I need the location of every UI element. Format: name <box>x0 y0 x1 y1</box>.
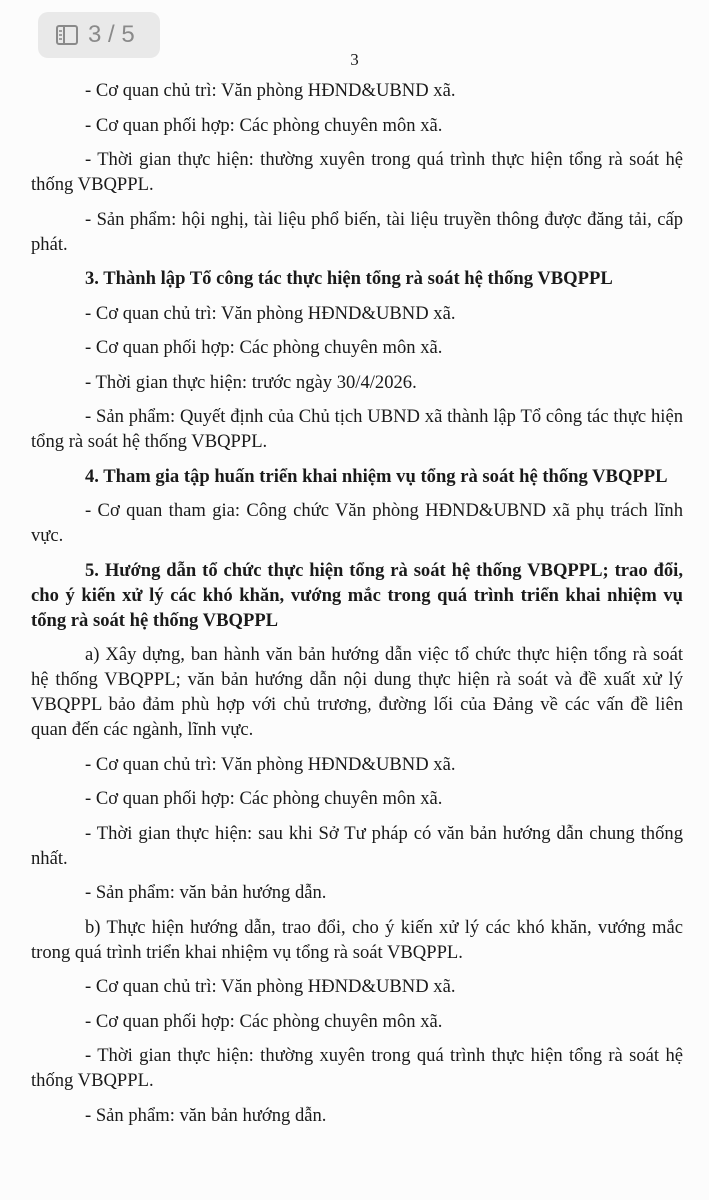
paragraph: - Sản phẩm: Quyết định của Chủ tịch UBND xã thành lập Tổ công tác thực hiện tổng rà soát hệ thống VBQPPL. <box>31 406 683 452</box>
paragraph: - Thời gian thực hiện: thường xuyên trong quá trình thực hiện tổng rà soát hệ thống VBQPPL. <box>31 149 683 195</box>
section-heading: 5. Hướng dẫn tổ chức thực hiện tổng rà soát hệ thống VBQPPL; trao đổi, cho ý kiến xử lý các khó khăn, vướng mắc trong quá trình triển khai nhiệm vụ tổng rà soát hệ thống VBQPPL <box>31 559 683 631</box>
paragraph: - Thời gian thực hiện: thường xuyên trong quá trình thực hiện tổng rà soát hệ thống VBQPPL. <box>31 1045 683 1091</box>
page-list-icon <box>56 25 78 45</box>
paragraph: - Cơ quan chủ trì: Văn phòng HĐND&UBND xã. <box>85 80 456 101</box>
section-heading: 4. Tham gia tập huấn triển khai nhiệm vụ tổng rà soát hệ thống VBQPPL <box>85 465 668 487</box>
paragraph: - Cơ quan phối hợp: Các phòng chuyên môn xã. <box>85 337 443 358</box>
paragraph: - Thời gian thực hiện: trước ngày 30/4/2026. <box>85 371 417 393</box>
page-number: 3 <box>350 50 359 69</box>
paragraph: - Cơ quan chủ trì: Văn phòng HĐND&UBND xã. <box>85 753 456 775</box>
paragraph: - Cơ quan phối hợp: Các phòng chuyên môn xã. <box>85 788 443 809</box>
paragraph: - Sản phẩm: hội nghị, tài liệu phổ biến, tài liệu truyền thông được đăng tải, cấp phát. <box>31 208 683 255</box>
paragraph: - Thời gian thực hiện: sau khi Sở Tư pháp có văn bản hướng dẫn chung thống nhất. <box>31 822 683 869</box>
paragraph: - Sản phẩm: văn bản hướng dẫn. <box>85 882 327 903</box>
paragraph: - Cơ quan phối hợp: Các phòng chuyên môn xã. <box>85 1010 443 1032</box>
document-body <box>31 78 683 1137</box>
page-indicator-text: 3 / 5 <box>88 21 135 48</box>
paragraph: - Sản phẩm: văn bản hướng dẫn. <box>85 1104 327 1126</box>
paragraph: - Cơ quan chủ trì: Văn phòng HĐND&UBND xã. <box>85 302 456 324</box>
section-heading: 3. Thành lập Tổ công tác thực hiện tổng rà soát hệ thống VBQPPL <box>85 268 613 289</box>
paragraph: - Cơ quan chủ trì: Văn phòng HĐND&UBND xã. <box>85 976 456 997</box>
paragraph: b) Thực hiện hướng dẫn, trao đổi, cho ý kiến xử lý các khó khăn, vướng mắc trong quá trình triển khai nhiệm vụ tổng rà soát VBQPPL. <box>31 916 683 963</box>
paragraph: a) Xây dựng, ban hành văn bản hướng dẫn việc tổ chức thực hiện tổng rà soát hệ thống VBQPPL; văn bản hướng dẫn nội dung thực hiện rà soát và đề xuất xử lý VBQPPL bảo đảm phù hợp với chủ trương, đường lối của Đảng về các vấn đề liên quan đến các ngành, lĩnh vực. <box>31 644 683 740</box>
paragraph: - Cơ quan phối hợp: Các phòng chuyên môn xã. <box>85 114 443 136</box>
paragraph: - Cơ quan tham gia: Công chức Văn phòng HĐND&UBND xã phụ trách lĩnh vực. <box>31 500 683 546</box>
